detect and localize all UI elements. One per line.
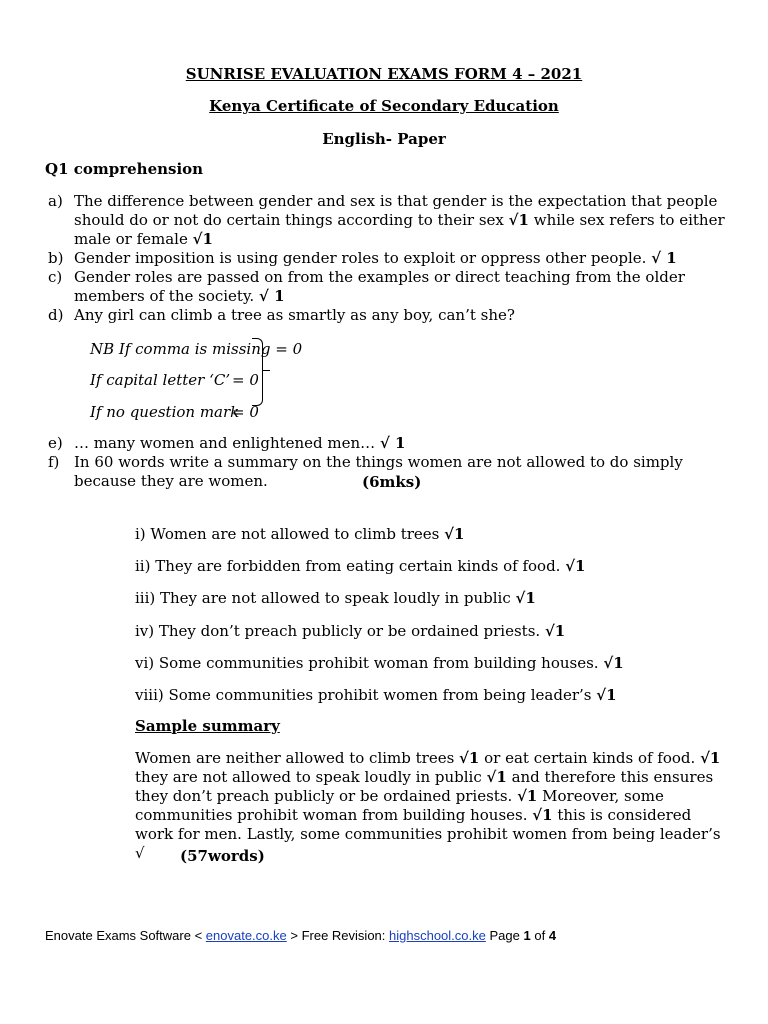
answer-text: Gender roles are passed on from the examples or direct teaching from the older members of the society.	[74, 268, 685, 305]
tick-mark: √ 1	[651, 249, 677, 267]
answer-text: In 60 words write a summary on the things women are not allowed to do simply because they are women.	[74, 453, 683, 490]
answer-e	[48, 434, 728, 453]
footer-of: of	[534, 928, 546, 943]
summary-point	[135, 686, 617, 705]
tick-mark: √1	[515, 589, 536, 607]
word-count: (57words)	[180, 847, 265, 865]
summary-text: and therefore this ensures they don’t preach publicly or be ordained priests.	[135, 768, 714, 805]
summary-point	[135, 557, 586, 576]
tick-mark: √	[135, 844, 145, 862]
tick-mark: √1	[700, 749, 721, 767]
footer-software: Enovate Exams Software <	[45, 928, 203, 943]
tick-mark: √1	[508, 211, 529, 229]
nb-note-value: = 0	[232, 403, 259, 421]
answer-text: The difference between gender and sex is that gender is the expectation that people should do or not do certain things according to their sex	[74, 192, 718, 229]
summary-text: this is considered work for men. Lastly, some communities prohibit women from being leader’s	[135, 806, 721, 843]
brace-tip	[262, 370, 270, 371]
nb-note: If no question mark	[90, 403, 240, 421]
exam-title: SUNRISE EVALUATION EXAMS FORM 4 – 2021	[185, 65, 583, 83]
summary-text: Moreover, some communities prohibit woman from building houses.	[135, 787, 664, 824]
answer-label: a)	[48, 192, 63, 210]
highschool-link[interactable]: highschool.co.ke	[389, 928, 486, 943]
tick-mark: √1	[532, 806, 553, 824]
point-text: i) Women are not allowed to climb trees	[135, 525, 445, 543]
summary-point	[135, 654, 624, 673]
tick-mark: √1	[596, 686, 617, 704]
point-text: iv) They don’t preach publicly or be ordained priests.	[135, 622, 545, 640]
summary-text: they are not allowed to speak loudly in public	[135, 768, 487, 786]
summary-point	[135, 525, 464, 544]
tick-mark: √1	[459, 749, 480, 767]
answer-label: f)	[48, 453, 60, 471]
answer-text: Any girl can climb a tree as smartly as any boy, can’t she?	[74, 306, 515, 324]
enovate-link[interactable]: enovate.co.ke	[205, 928, 287, 943]
nb-note: If capital letter ‘C’	[90, 371, 231, 389]
tick-mark: √ 1	[379, 434, 406, 452]
tick-mark: √1	[486, 768, 507, 786]
point-text: iii) They are not allowed to speak loudly in public	[135, 589, 516, 607]
answer-label: d)	[48, 306, 64, 324]
nb-note-value: = 0	[232, 371, 259, 389]
footer-mid: > Free Revision:	[290, 928, 386, 943]
tick-mark: √1	[517, 787, 538, 805]
sample-summary-heading: Sample summary	[135, 717, 280, 735]
brace-bracket	[252, 338, 263, 406]
footer-page-label: Page	[489, 928, 520, 943]
tick-mark: √1	[603, 654, 624, 672]
answer-text: Gender imposition is using gender roles to exploit or oppress other people.	[74, 249, 652, 267]
tick-mark: √1	[565, 557, 586, 575]
footer-page-num: 1	[523, 928, 531, 943]
tick-mark: √ 1	[258, 287, 285, 305]
answer-text-cont: while sex refers to either male or female	[74, 211, 725, 248]
answer-d	[48, 306, 728, 325]
marks-label: (6mks)	[362, 473, 422, 491]
answer-text: … many women and enlightened men…	[74, 434, 380, 452]
tick-mark: √1	[544, 622, 566, 640]
answer-label: b)	[48, 249, 64, 267]
answer-label: c)	[48, 268, 63, 286]
point-text: viii) Some communities prohibit women from being leader’s	[135, 686, 597, 704]
answer-b	[48, 249, 728, 268]
exam-subtitle: Kenya Certificate of Secondary Education	[209, 97, 559, 115]
nb-note: NB If comma is missing = 0	[90, 340, 303, 358]
footer-page-total: 4	[548, 928, 557, 943]
page-footer	[45, 926, 556, 945]
answer-label: e)	[48, 434, 63, 452]
point-text: vi) Some communities prohibit woman from building houses.	[135, 654, 604, 672]
summary-text: or eat certain kinds of food.	[479, 749, 701, 767]
tick-mark: √1	[192, 230, 213, 248]
answer-list	[48, 192, 728, 325]
summary-text: Women are neither allowed to climb trees	[135, 749, 460, 767]
summary-point	[135, 589, 536, 608]
section-heading: Q1 comprehension	[45, 160, 204, 178]
summary-point	[135, 622, 565, 641]
paper-name: English- Paper	[322, 130, 446, 148]
tick-mark: √1	[444, 525, 465, 543]
answer-c	[48, 268, 728, 306]
point-text: ii) They are forbidden from eating certain kinds of food.	[135, 557, 566, 575]
answer-a	[48, 192, 728, 249]
sample-summary-text	[135, 749, 730, 863]
